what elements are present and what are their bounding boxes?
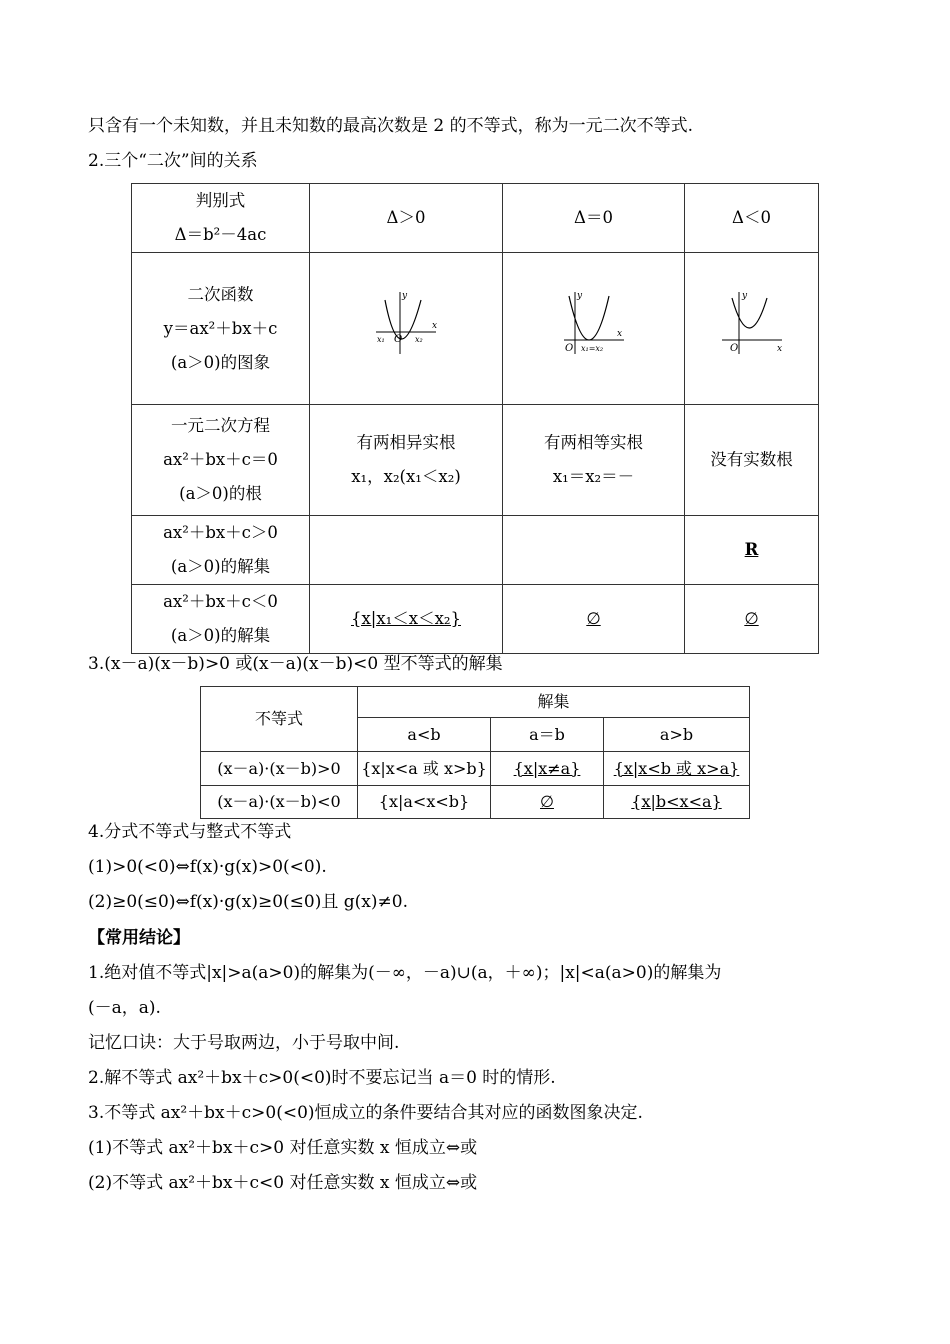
x-axis-label: x xyxy=(616,328,622,339)
conclusion-2: 2.解不等式 ax²＋bx＋c>0(<0)时不要忘记当 a＝0 时的情形. xyxy=(88,1068,556,1088)
header-solution: 解集 xyxy=(358,687,750,718)
header-delta-neg: Δ＜0 xyxy=(685,184,819,253)
section-4-item-2: (2)≥0(≤0)⇔f(x)·g(x)≥0(≤0)且 g(x)≠0. xyxy=(88,892,408,912)
gt-a-eq-b: {x|x≠a} xyxy=(491,752,604,786)
conclusions-title: 【常用结论】 xyxy=(88,928,190,948)
lt-one-root: ∅ xyxy=(503,585,685,654)
header-delta-pos: Δ＞0 xyxy=(310,184,503,253)
conclusion-3-item-1: (1)不等式 ax²＋bx＋c>0 对任意实数 x 恒成立⇔或 xyxy=(88,1138,478,1158)
lt-a-gt-b: {x|b<x<a} xyxy=(604,786,750,819)
header-delta-zero: Δ＝0 xyxy=(503,184,685,253)
y-axis-label: y xyxy=(402,290,408,301)
graph-one-root xyxy=(503,253,685,405)
gt-a-lt-b: {x|x<a 或 x>b} xyxy=(358,752,491,786)
roots-two-distinct: 有两相异实根 x₁，x₂(x₁＜x₂) xyxy=(310,405,503,516)
gt-one-root xyxy=(503,516,685,585)
root-x2-label: x₂ xyxy=(415,334,423,344)
root-x1-label: x₁ xyxy=(377,334,385,344)
lt-no-root: ∅ xyxy=(685,585,819,654)
gt-no-root: R xyxy=(685,516,819,585)
graph-row-label: 二次函数 y＝ax²＋bx＋c (a＞0)的图象 xyxy=(132,253,310,405)
factored-inequality-table xyxy=(200,686,750,819)
gt-two-roots xyxy=(310,516,503,585)
roots-two-equal: 有两相等实根 x₁＝x₂＝－ xyxy=(503,405,685,516)
origin-label: O xyxy=(564,342,573,354)
disc-header: 判别式 Δ＝b²－4ac xyxy=(132,184,310,253)
origin-label: O xyxy=(394,333,403,345)
lt-two-roots: {x|x₁＜x＜x₂} xyxy=(310,585,503,654)
quadratic-relations-table xyxy=(131,183,819,654)
roots-row-label: 一元二次方程 ax²＋bx＋c＝0 (a＞0)的根 xyxy=(132,405,310,516)
root-label: x₁=x₂ xyxy=(580,343,603,353)
conclusion-3: 3.不等式 ax²＋bx＋c>0(<0)恒成立的条件要结合其对应的函数图象决定. xyxy=(88,1103,643,1123)
origin-label: O xyxy=(729,342,738,354)
memory-tip: 记忆口诀：大于号取两边，小于号取中间. xyxy=(88,1033,400,1053)
section-3-title: 3.(x－a)(x－b)>0 或(x－a)(x－b)<0 型不等式的解集 xyxy=(88,654,503,674)
x-axis-label: x xyxy=(432,320,438,331)
section-2-title: 2.三个“二次”间的关系 xyxy=(88,151,258,171)
section-4-title: 4.分式不等式与整式不等式 xyxy=(88,822,292,842)
y-axis-label: y xyxy=(741,290,747,301)
lt-row-label: ax²＋bx＋c＜0 (a＞0)的解集 xyxy=(132,585,310,654)
header-inequality: 不等式 xyxy=(201,687,358,752)
x-axis-label: x xyxy=(776,343,782,354)
ineq-gt: (x－a)·(x－b)>0 xyxy=(201,752,358,786)
header-a-lt-b: a<b xyxy=(358,718,491,752)
conclusion-1-cont: (－a，a). xyxy=(88,998,161,1018)
section-4-item-1: (1)>0(<0)⇔f(x)·g(x)>0(<0). xyxy=(88,857,327,877)
roots-none: 没有实数根 xyxy=(685,405,819,516)
graph-no-root xyxy=(685,253,819,405)
conclusion-1: 1.绝对值不等式|x|>a(a>0)的解集为(－∞，－a)∪(a，＋∞)；|x|<a(a>0)的解集为 xyxy=(88,963,722,983)
gt-a-gt-b: {x|x<b 或 x>a} xyxy=(604,752,750,786)
y-axis-label: y xyxy=(576,290,582,301)
header-a-eq-b: a＝b xyxy=(491,718,604,752)
ineq-lt: (x－a)·(x－b)<0 xyxy=(201,786,358,819)
graph-two-roots xyxy=(310,253,503,405)
conclusion-3-item-2: (2)不等式 ax²＋bx＋c<0 对任意实数 x 恒成立⇔或 xyxy=(88,1173,478,1193)
gt-row-label: ax²＋bx＋c＞0 (a＞0)的解集 xyxy=(132,516,310,585)
lt-a-eq-b: ∅ xyxy=(491,786,604,819)
lt-a-lt-b: {x|a<x<b} xyxy=(358,786,491,819)
intro-text: 只含有一个未知数，并且未知数的最高次数是 2 的不等式，称为一元二次不等式. xyxy=(88,116,694,136)
header-a-gt-b: a>b xyxy=(604,718,750,752)
